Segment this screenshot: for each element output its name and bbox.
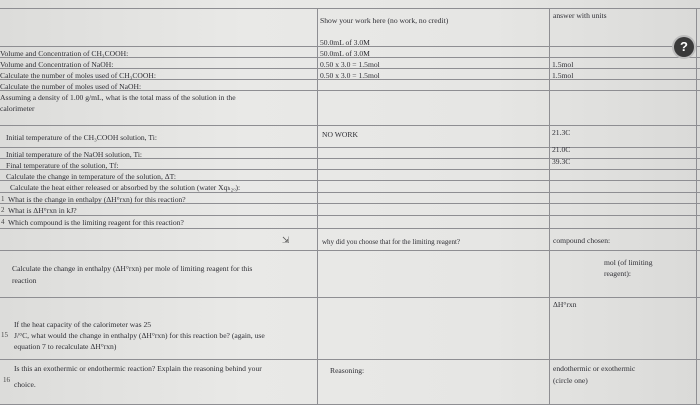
question-4: Calculate the number of moles used of NaOH: — [0, 82, 142, 91]
question-16-cont: choice. — [14, 380, 36, 389]
answer-6[interactable]: 21.3C — [552, 128, 571, 137]
question-2: Volume and Concentration of NaOH: — [0, 60, 114, 69]
question-3: Calculate the number of moles used of CH₃COOH: — [0, 71, 156, 80]
work-column-header: Show your work here (no work, no credit) — [320, 16, 449, 25]
work-2[interactable]: 50.0mL of 3.0M — [320, 49, 370, 58]
row-number: 16 — [3, 376, 10, 384]
row-number: 4 — [1, 218, 5, 226]
row-number: 15 — [1, 331, 8, 339]
work-4[interactable]: 0.50 x 3.0 = 1.5mol — [320, 71, 380, 80]
question-13: Which compound is the limiting reagent for this reaction? — [8, 218, 184, 227]
mol-limiting-label[interactable]: mol (of limiting — [604, 258, 653, 267]
question-5-cont: calorimeter — [0, 104, 35, 113]
exo-endo-label[interactable]: endothermic or exothermic — [553, 364, 636, 373]
mol-limiting-label-cont[interactable]: reagent): — [604, 269, 631, 278]
row-divider — [0, 215, 700, 216]
work-3[interactable]: 0.50 x 3.0 = 1.5mol — [320, 60, 380, 69]
compound-chosen-label[interactable]: compound chosen: — [553, 236, 611, 245]
question-11: What is the change in enthalpy (ΔH°rxn) for this reaction? — [8, 195, 186, 204]
row-divider — [0, 228, 700, 229]
reasoning-prompt[interactable]: Reasoning: — [330, 366, 365, 375]
work-6[interactable]: NO WORK — [322, 130, 358, 139]
row-divider — [0, 250, 700, 251]
answer-7[interactable]: 21.0C — [552, 145, 571, 154]
question-5: Assuming a density of 1.00 g/mL, what is the total mass of the solution in the — [0, 93, 236, 102]
question-7: Initial temperature of the NaOH solution, Ti: — [6, 150, 143, 159]
help-icon[interactable]: ? — [674, 37, 694, 57]
question-6: Initial temperature of the CH₃COOH solution, Ti: — [6, 133, 157, 142]
question-1: Volume and Concentration of CH₃COOH: — [0, 49, 129, 58]
question-16: Is this an exothermic or endothermic reaction? Explain the reasoning behind your — [14, 364, 262, 373]
row-divider — [0, 297, 700, 298]
row-number: 1 — [1, 195, 5, 203]
row-divider — [0, 8, 700, 9]
row-number: 2 — [1, 206, 5, 214]
question-8: Final temperature of the solution, Tf: — [6, 161, 119, 170]
mouse-cursor-icon: ⇲ — [282, 236, 290, 246]
question-14-cont: reaction — [12, 276, 37, 285]
question-15: If the heat capacity of the calorimeter was 25 — [14, 320, 152, 329]
answer-3[interactable]: 1.5mol — [552, 60, 574, 69]
question-10: Calculate the heat either released or absorbed by the solution (water Xqₕ₂ₒ): — [10, 183, 241, 192]
row-divider — [0, 359, 700, 360]
answer-8[interactable]: 39.3C — [552, 157, 571, 166]
question-15-cont: J/°C, what would the change in enthalpy (ΔH°rxn) for this reaction be? (again, use — [14, 331, 265, 340]
question-14: Calculate the change in enthalpy (ΔH°rxn) per mole of limiting reagent for this — [12, 264, 253, 273]
question-9: Calculate the change in temperature of the solution, ΔT: — [6, 172, 177, 181]
row-divider — [0, 192, 700, 193]
circle-one-label[interactable]: (circle one) — [553, 376, 588, 385]
question-12: What is ΔH°rxn in kJ? — [8, 206, 77, 215]
row-divider — [0, 147, 700, 148]
answer-column-header: answer with units — [553, 11, 607, 20]
answer-4[interactable]: 1.5mol — [552, 71, 574, 80]
work-1[interactable]: 50.0mL of 3.0M — [320, 38, 370, 47]
row-divider — [0, 125, 700, 126]
limiting-reagent-reason-prompt[interactable]: why did you choose that for the limiting reagent? — [322, 238, 461, 246]
question-15-cont: equation 7 to recalculate ΔH°rxn) — [14, 342, 117, 351]
delta-h-answer-label[interactable]: ΔH°rxn — [553, 300, 577, 309]
